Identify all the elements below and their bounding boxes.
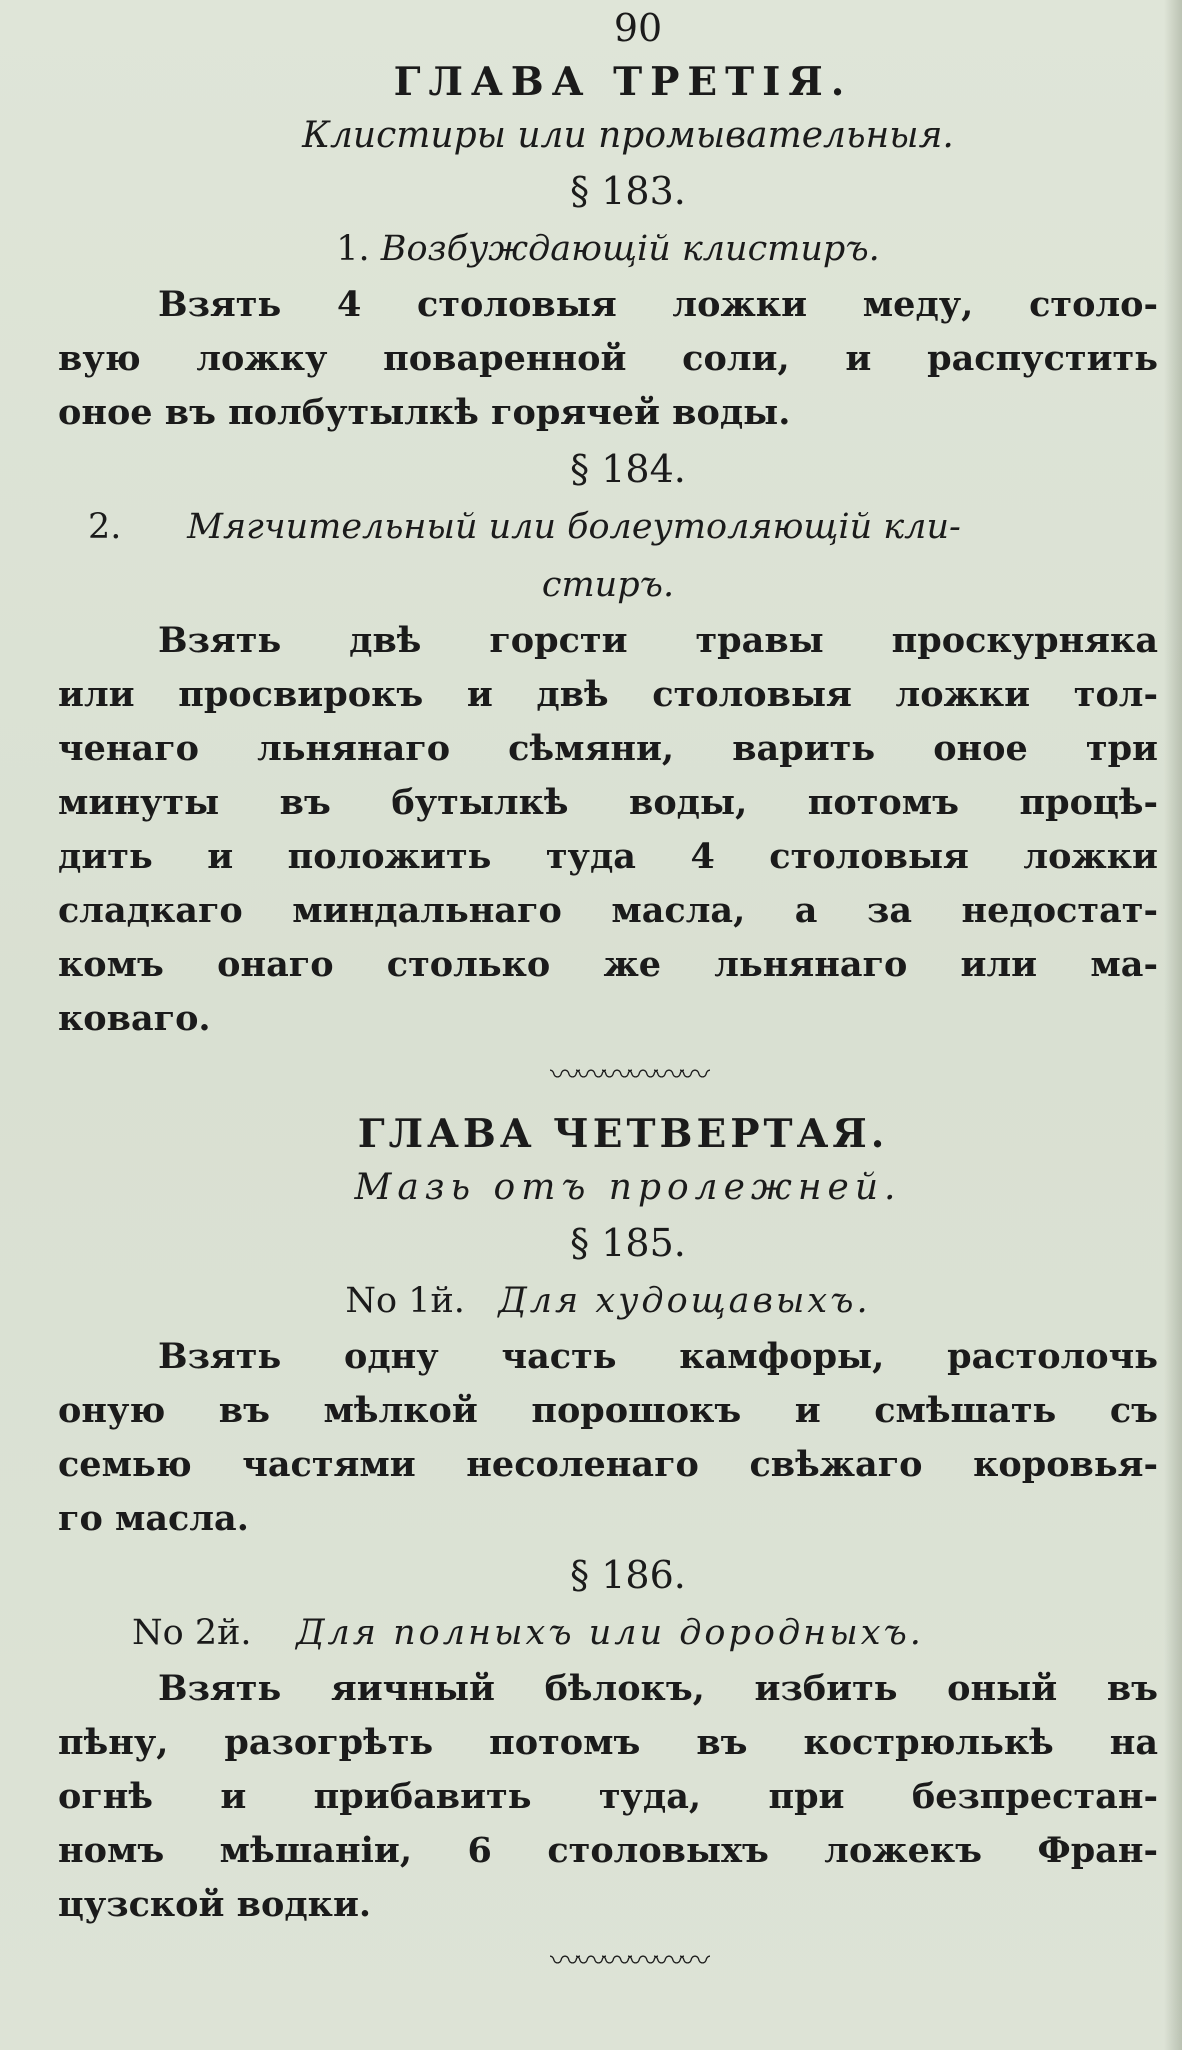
chapter-4-title: ГЛАВА ЧЕТВЕРТАЯ. <box>357 1111 889 1157</box>
section-183: § 183. <box>570 169 686 213</box>
text-line: вую ложку поваренной соли, и распустить <box>58 338 1158 379</box>
item-184-heading-cont <box>58 556 1158 614</box>
text-line: Взять яичный бѣлокъ, избить оный въ <box>158 1668 1158 1709</box>
text-line: дить и положить туда 4 столовыя ложки <box>58 836 1158 877</box>
section-185: § 185. <box>570 1221 686 1265</box>
text-line: сладкаго миндальнаго масла, а за недостат- <box>58 890 1158 931</box>
item-183-number: 1. <box>336 229 370 269</box>
section-184: § 184. <box>570 447 686 491</box>
text-line: минуты въ бутылкѣ воды, потомъ процѣ- <box>58 782 1158 823</box>
section-186: § 186. <box>570 1553 686 1597</box>
text-line: Взять 4 столовыя ложки меду, столо- <box>158 284 1158 325</box>
item-185-heading <box>58 1272 1158 1330</box>
item-186-label: No 2й. <box>132 1613 252 1653</box>
ornamental-divider-bottom: 〰〰〰〰〰〰 <box>550 1944 706 1979</box>
item-186-desc: Для полныхъ или дородныхъ. <box>296 1613 924 1653</box>
page-edge-shadow <box>1164 0 1182 2050</box>
item-185-desc: Для худощавыхъ. <box>498 1281 871 1321</box>
text-line: номъ мѣшаніи, 6 столовыхъ ложекъ Фран- <box>58 1830 1158 1871</box>
chapter-4-subtitle: Мазь отъ пролежней. <box>354 1167 902 1208</box>
text-line: оную въ мѣлкой порошокъ и смѣшать съ <box>58 1390 1158 1431</box>
item-185-label: No 1й. <box>345 1281 465 1321</box>
item-183-text <box>58 278 1158 440</box>
text-line: семью частями несоленаго свѣжаго коровья- <box>58 1444 1158 1485</box>
item-186-heading <box>58 1604 1158 1662</box>
item-184-heading <box>58 498 1158 556</box>
text-line: комъ онаго столько же льнянаго или ма- <box>58 944 1158 985</box>
text-line: или просвирокъ и двѣ столовыя ложки тол- <box>58 674 1158 715</box>
text-line: пѣну, разогрѣть потомъ въ кострюлькѣ на <box>58 1722 1158 1763</box>
item-183-heading <box>58 220 1158 278</box>
text-line: Взять одну часть камфоры, растолочь <box>158 1336 1158 1377</box>
chapter-3-title: ГЛАВА ТРЕТІЯ. <box>393 59 853 105</box>
text-line: го масла. <box>58 1498 249 1539</box>
item-184-text <box>58 614 1158 1046</box>
item-185-text <box>58 1330 1158 1546</box>
chapter-3-subtitle: Клистиры или промывательныя. <box>302 115 954 156</box>
page-number: 90 <box>613 6 663 50</box>
item-186-text <box>58 1662 1158 1932</box>
text-line: оное въ полбутылкѣ горячей воды. <box>58 392 791 433</box>
text-line: коваго. <box>58 998 211 1039</box>
text-line: цузской водки. <box>58 1884 372 1925</box>
item-184-title: Мягчительный или болеутоляющій кли- <box>187 507 961 547</box>
ornamental-divider: 〰〰〰〰〰〰 <box>550 1058 706 1093</box>
item-184-title-cont: стиръ. <box>541 565 675 605</box>
item-184-number: 2. <box>88 507 122 547</box>
page-content <box>58 0 1158 1992</box>
text-line: ченаго льнянаго сѣмяни, варить оное три <box>58 728 1158 769</box>
item-183-title: Возбуждающій клистиръ. <box>380 229 880 269</box>
text-line: огнѣ и прибавить туда, при безпрестан- <box>58 1776 1158 1817</box>
text-line: Взять двѣ горсти травы проскурняка <box>158 620 1158 661</box>
